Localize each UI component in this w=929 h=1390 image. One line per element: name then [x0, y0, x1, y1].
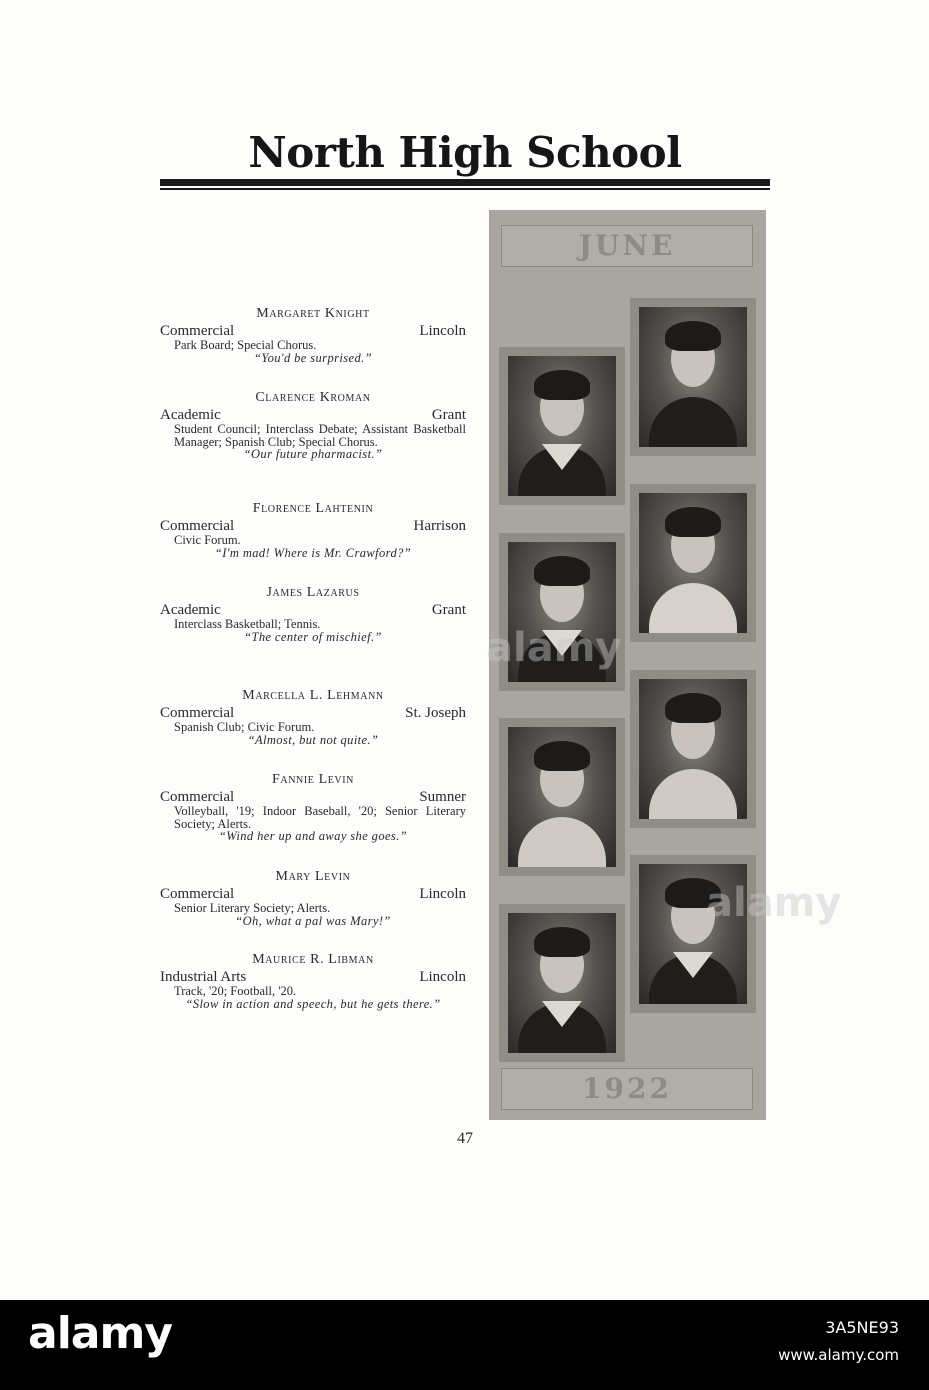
course-row: [160, 407, 466, 423]
student-photo: [508, 727, 616, 867]
title-rule-thin: [160, 188, 770, 190]
portrait-frame: [499, 347, 625, 505]
activities: Civic Forum.: [174, 533, 241, 547]
course: Industrial Arts: [160, 969, 247, 985]
student-name: Florence Lahtenin: [252, 501, 374, 516]
prior-school: Grant: [431, 407, 466, 423]
strip-label-bottom: 1922: [501, 1068, 753, 1110]
student-entry: [160, 502, 466, 559]
prior-school: Lincoln: [419, 969, 466, 985]
student-name: Fannie Levin: [271, 772, 355, 787]
student-entry: [160, 586, 466, 643]
course: Commercial: [160, 789, 235, 805]
activities: Volleyball, '19; Indoor Baseball, '20; Senior Literary Society; Alerts.: [174, 804, 466, 831]
activities: Park Board; Special Chorus.: [174, 338, 317, 352]
alamy-logo: alamy: [28, 1308, 172, 1359]
activities: Senior Literary Society; Alerts.: [174, 901, 331, 915]
student-entry: [160, 307, 466, 364]
quote: “Wind her up and away she goes.”: [218, 829, 408, 843]
portrait-frame: [630, 670, 756, 828]
student-photo: [639, 679, 747, 819]
prior-school: St. Joseph: [405, 705, 466, 721]
prior-school: Sumner: [419, 789, 466, 805]
prior-school: Grant: [431, 602, 466, 618]
quote: “I'm mad! Where is Mr. Crawford?”: [214, 545, 412, 560]
portrait-frame: [499, 904, 625, 1062]
quote: “Almost, but not quite.”: [247, 732, 379, 747]
student-entry: [160, 953, 466, 1010]
course: Academic: [160, 602, 221, 618]
course: Academic: [160, 407, 221, 423]
page-title: North High School: [248, 128, 682, 177]
watermark-ghost: alamy: [706, 880, 842, 926]
quote: “Oh, what a pal was Mary!”: [235, 913, 391, 928]
portrait-frame: [630, 298, 756, 456]
activities: Student Council; Interclass Debate; Assistant Basketball Manager; Spanish Club; Special Chorus.: [174, 422, 466, 449]
quote: “The center of mischief.”: [244, 629, 382, 644]
quote: “Our future pharmacist.”: [243, 447, 383, 461]
course-row: [160, 886, 466, 902]
course-row: [160, 518, 466, 534]
activities: Spanish Club; Civic Forum.: [174, 720, 315, 734]
course: Commercial: [160, 886, 235, 902]
student-name: Clarence Kroman: [255, 390, 371, 405]
course: Commercial: [160, 705, 235, 721]
course-row: [160, 323, 466, 339]
strip-label-top: JUNE: [501, 225, 753, 267]
student-entry: [160, 689, 466, 746]
prior-school: Lincoln: [419, 323, 466, 339]
course: Commercial: [160, 518, 235, 534]
course: Commercial: [160, 323, 235, 339]
quote: “You'd be surprised.”: [254, 350, 372, 365]
student-photo: [639, 307, 747, 447]
student-entry: [160, 870, 466, 927]
page-number: 47: [457, 1130, 473, 1147]
portrait-frame: [630, 484, 756, 642]
portrait-frame: [630, 855, 756, 1013]
quote: “Slow in action and speech, but he gets there.”: [185, 996, 441, 1011]
student-photo: [508, 913, 616, 1053]
student-name: James Lazarus: [266, 585, 360, 600]
student-name: Margaret Knight: [256, 306, 370, 321]
title-rule: [160, 179, 770, 186]
activities: Track, '20; Football, '20.: [174, 984, 297, 998]
student-name: Marcella L. Lehmann: [242, 688, 384, 703]
portrait-frame: [499, 718, 625, 876]
student-entry: [160, 773, 466, 843]
activities: Interclass Basketball; Tennis.: [174, 617, 321, 631]
student-name: Maurice R. Libman: [252, 952, 374, 967]
watermark-ghost: alamy: [486, 625, 622, 671]
watermark-url: www.alamy.com: [778, 1346, 899, 1364]
student-entry: [160, 391, 466, 461]
student-photo: [508, 356, 616, 496]
student-name: Mary Levin: [275, 869, 351, 884]
prior-school: Harrison: [413, 518, 466, 534]
course-row: [160, 969, 466, 985]
prior-school: Lincoln: [419, 886, 466, 902]
student-photo: [639, 493, 747, 633]
course-row: [160, 789, 466, 805]
image-id: 3A5NE93: [825, 1318, 899, 1337]
course-row: [160, 602, 466, 618]
course-row: [160, 705, 466, 721]
